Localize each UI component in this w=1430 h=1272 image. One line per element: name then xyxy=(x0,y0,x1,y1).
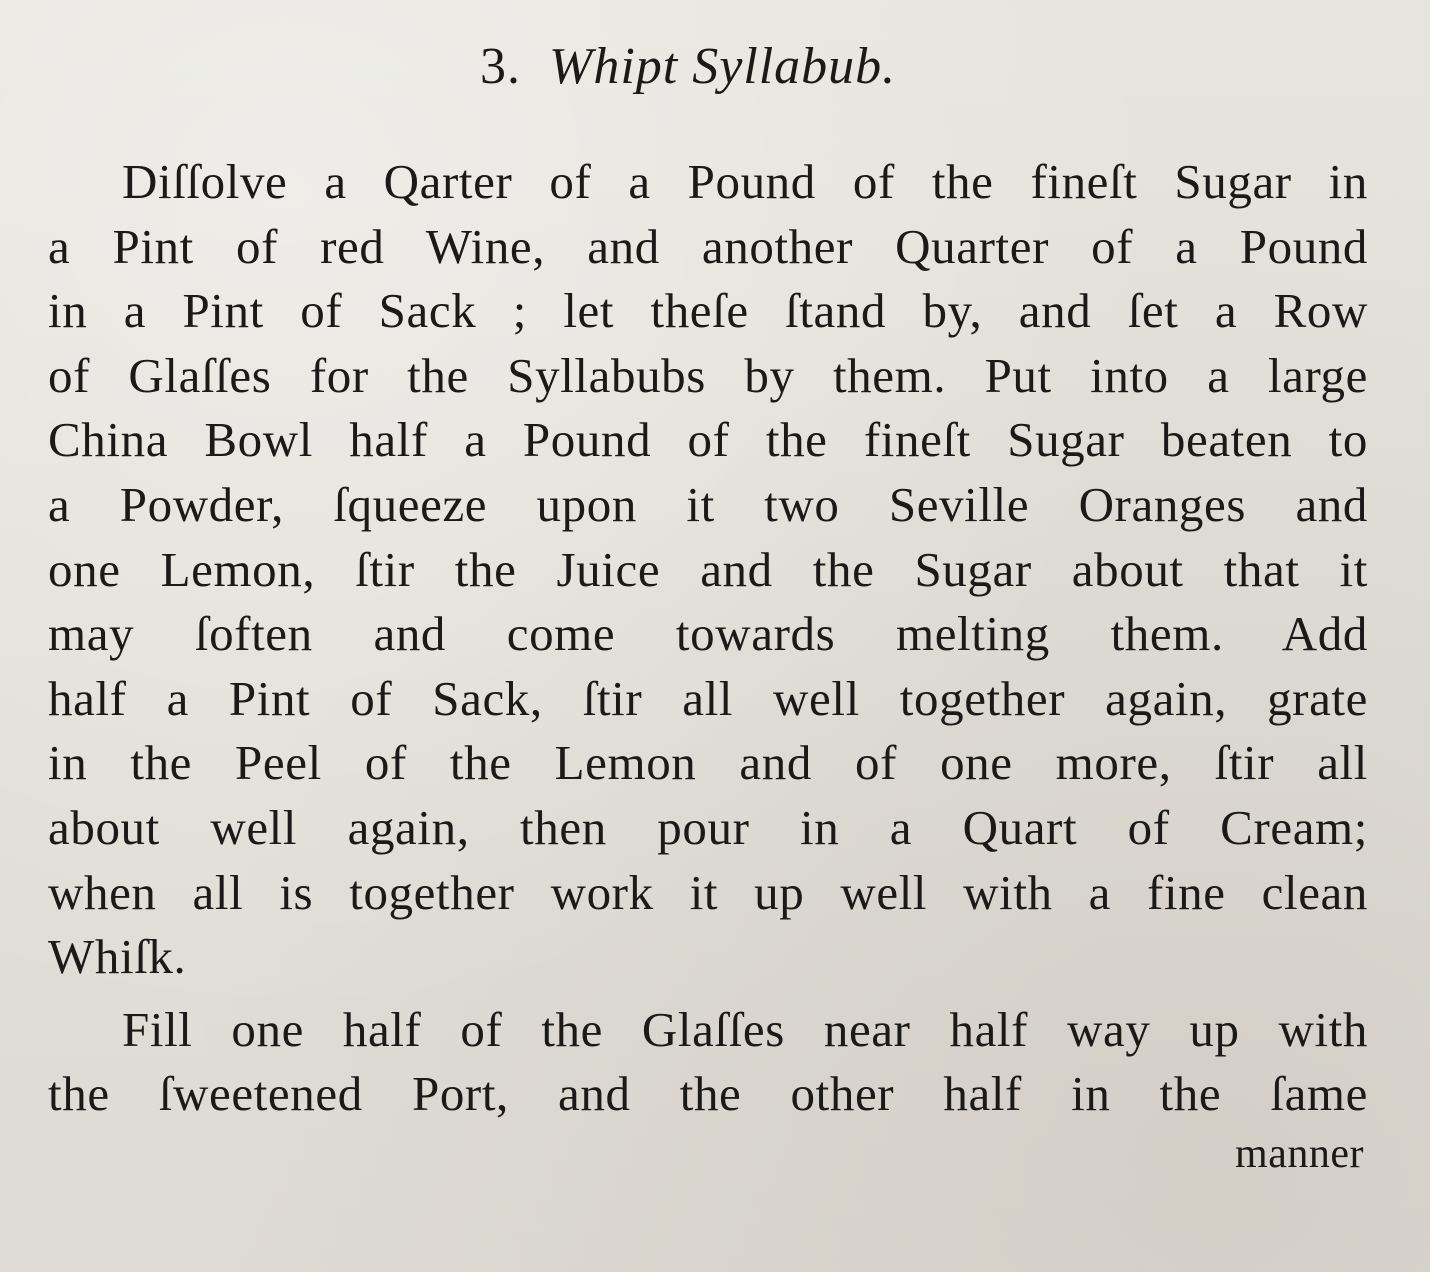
text-line: half a Pint of Sack, ſtir all well together again, grate xyxy=(48,670,1368,726)
paragraph xyxy=(48,998,1368,1127)
paragraph xyxy=(48,150,1368,990)
recipe-text xyxy=(48,150,1368,1127)
text-line: the ſweetened Port, and the other half in the ſame xyxy=(48,1066,1368,1122)
text-line: may ſoften and come towards melting them. Add xyxy=(48,606,1368,662)
text-line: Whiſk. xyxy=(48,929,187,985)
text-line: in a Pint of Sack ; let theſe ſtand by, and ſet a Row xyxy=(48,283,1368,339)
text-line: one Lemon, ſtir the Juice and the Sugar about that it xyxy=(48,541,1368,597)
text-line: a Pint of red Wine, and another Quarter of a Pound xyxy=(48,218,1368,274)
text-line: of Glaſſes for the Syllabubs by them. Put into a large xyxy=(48,347,1368,403)
text-line: Fill one half of the Glaſſes near half way up with xyxy=(122,1001,1368,1057)
recipe-number: 3. xyxy=(480,38,521,95)
text-line: when all is together work it up well with a fine clean xyxy=(48,864,1368,920)
text-line: China Bowl half a Pound of the fineſt Sugar beaten to xyxy=(48,412,1368,468)
text-line: about well again, then pour in a Quart of Cream; xyxy=(48,799,1368,855)
text-line: in the Peel of the Lemon and of one more, ſtir all xyxy=(48,735,1368,791)
text-line: a Powder, ſqueeze upon it two Seville Oranges and xyxy=(48,476,1368,532)
recipe-heading xyxy=(480,22,896,112)
text-line: Diſſolve a Qarter of a Pound of the fineſt Sugar in xyxy=(122,154,1368,209)
catchword: manner xyxy=(1235,1131,1364,1177)
recipe-title: Whipt Syllabub. xyxy=(549,38,897,95)
